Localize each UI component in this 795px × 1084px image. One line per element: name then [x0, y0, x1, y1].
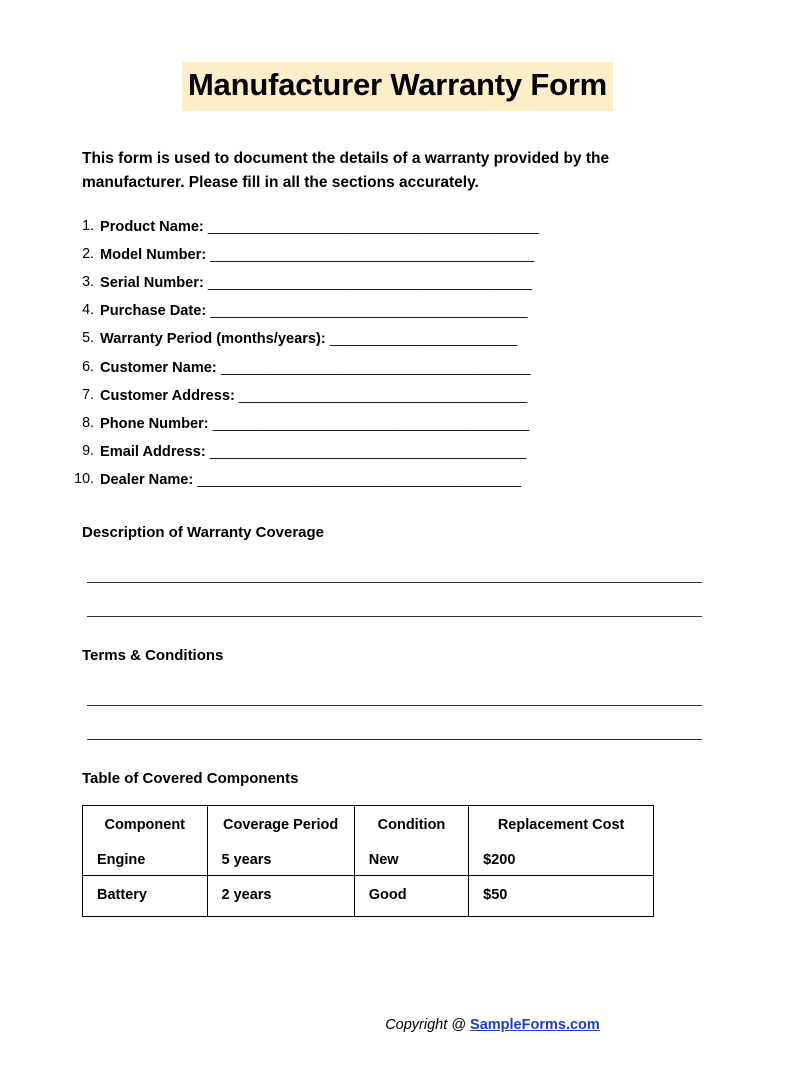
list-item [82, 325, 795, 353]
section-heading-terms: Terms & Conditions [82, 647, 224, 665]
table-cell-text: 2 years [221, 887, 272, 904]
table-cell: 5 years [221, 851, 272, 868]
table-cell-condition-header-and-first [354, 806, 468, 876]
list-item-number: 6. [82, 358, 94, 375]
table-row [83, 876, 654, 916]
field-label: Purchase Date: [100, 303, 207, 320]
field-label: Customer Address: [100, 387, 235, 404]
table-cell [83, 876, 208, 916]
list-item-number: 9. [82, 443, 94, 460]
list-item-number: 5. [82, 330, 94, 347]
list-item-number: 3. [82, 274, 94, 291]
list-item [82, 438, 795, 466]
list-item-number: 4. [82, 302, 94, 319]
list-item-number: 1. [82, 217, 94, 234]
column-header: Replacement Cost [497, 817, 625, 834]
table-row [83, 806, 654, 876]
list-item [82, 382, 795, 410]
list-item [82, 297, 795, 325]
field-label: Customer Name: [100, 359, 217, 376]
section-heading-coverage: Description of Warranty Coverage [82, 524, 324, 542]
list-item-number: 8. [82, 414, 94, 431]
terms-answer-area[interactable] [0, 680, 795, 740]
field-label: Model Number: [100, 246, 207, 263]
covered-components-table [82, 805, 654, 916]
column-header: Coverage Period [223, 817, 339, 834]
footer [0, 1017, 795, 1033]
list-item-number: 10. [74, 471, 94, 488]
column-header: Condition [377, 817, 446, 834]
field-label: Serial Number: [100, 275, 204, 292]
intro-paragraph: This form is used to document the details of a warranty provided by the manufacturer. Please fill in all the sections accurately. [82, 149, 610, 191]
table-cell-component-header-and-first [83, 806, 208, 876]
section-heading-table: Table of Covered Components [82, 770, 299, 788]
field-label: Phone Number: [100, 415, 209, 432]
list-item [82, 213, 795, 241]
list-item [74, 466, 795, 494]
answer-line[interactable] [87, 557, 702, 583]
title-container [0, 62, 795, 111]
answer-line[interactable] [87, 680, 702, 706]
field-blank-line[interactable]: _____________________________________________ [197, 471, 521, 488]
table-cell-text: Good [368, 887, 407, 904]
table-cell-text: Battery [97, 887, 147, 904]
copyright-text: Copyright @ [385, 1017, 471, 1033]
field-blank-line[interactable]: ____________________________________________ [212, 414, 529, 431]
table-cell-coverage-header-and-first [207, 806, 354, 876]
answer-line[interactable] [87, 591, 702, 617]
sampleforms-link[interactable]: SampleForms.com [470, 1017, 600, 1033]
field-blank-line[interactable]: ____________________________________________ [210, 302, 527, 319]
list-item [82, 241, 795, 269]
list-item-number: 7. [82, 386, 94, 403]
document-page [0, 62, 795, 1084]
list-item [82, 354, 795, 382]
coverage-answer-area[interactable] [0, 557, 795, 617]
field-blank-line[interactable]: _____________________________________________ [210, 245, 534, 262]
table-cell [207, 876, 354, 916]
table-cell: $200 [483, 851, 516, 868]
list-item-number: 2. [82, 245, 94, 262]
page-title: Manufacturer Warranty Form [182, 62, 613, 111]
field-blank-line[interactable]: __________________________ [329, 330, 517, 347]
table-cell: New [368, 851, 399, 868]
field-blank-line[interactable]: ________________________________________ [238, 386, 527, 403]
field-label: Dealer Name: [100, 472, 194, 489]
table-cell [469, 876, 654, 916]
column-header: Component [104, 817, 186, 834]
answer-line[interactable] [87, 714, 702, 740]
field-blank-line[interactable]: _____________________________________________ [207, 274, 532, 291]
fields-list [0, 213, 795, 495]
table-cell-cost-header-and-first [469, 806, 654, 876]
field-blank-line[interactable]: ____________________________________________ [209, 443, 526, 460]
field-label: Warranty Period (months/years): [100, 331, 326, 348]
list-item [82, 269, 795, 297]
table-cell [354, 876, 468, 916]
field-label: Email Address: [100, 444, 206, 461]
field-blank-line[interactable]: ______________________________________________ [207, 217, 539, 234]
table-cell: Engine [97, 851, 146, 868]
field-blank-line[interactable]: ___________________________________________ [220, 358, 530, 375]
field-label: Product Name: [100, 218, 204, 235]
list-item [82, 410, 795, 438]
table-cell-text: $50 [483, 887, 508, 904]
